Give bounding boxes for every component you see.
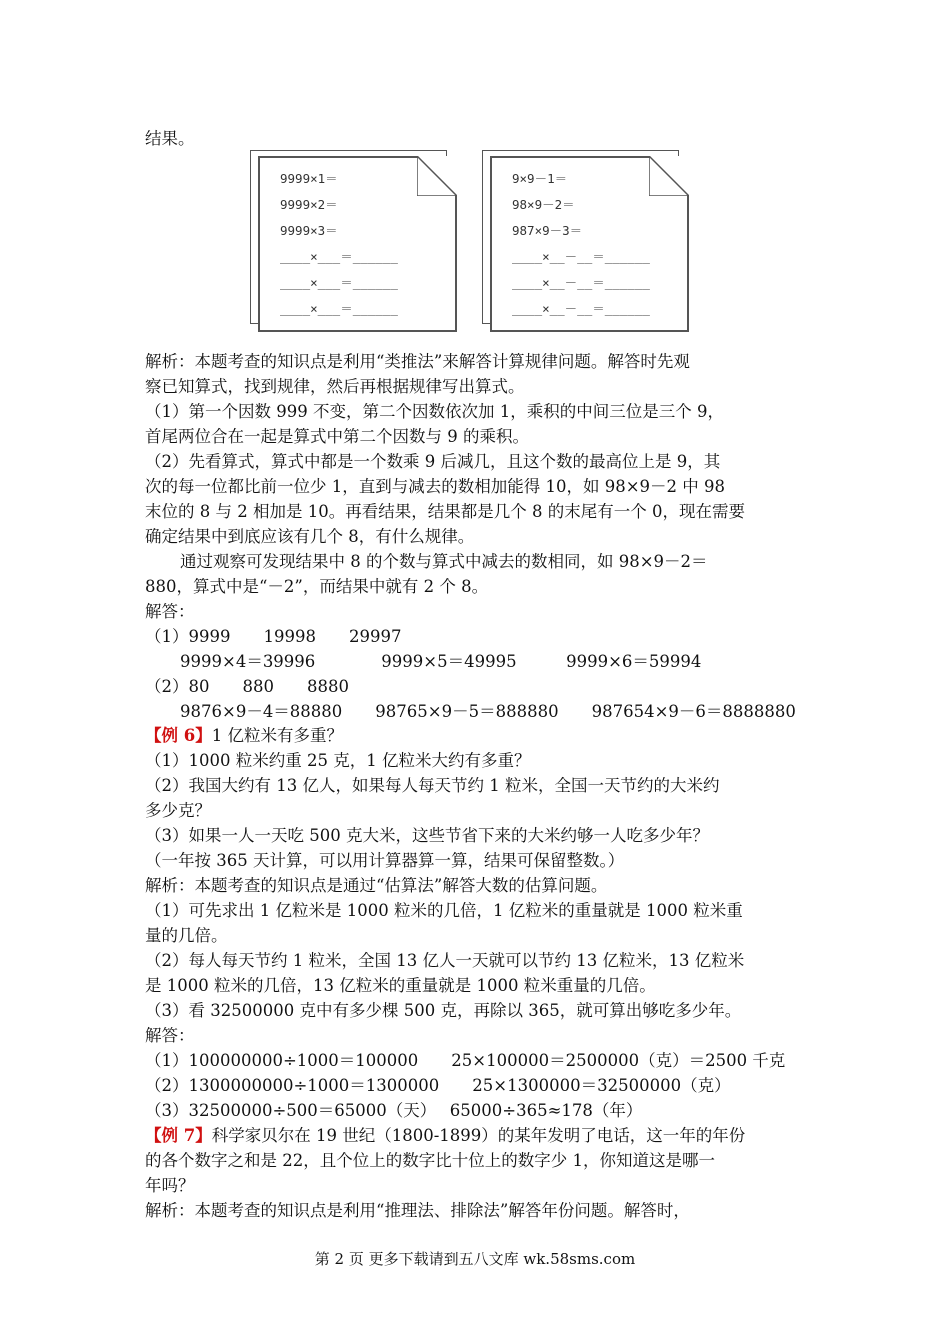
sheet2-line: ____×__－__＝______ xyxy=(512,249,650,264)
text-line: （1）100000000÷1000＝100000 25×100000＝2500000（克）＝2500 千克 xyxy=(145,1051,786,1070)
sheet1-line: 9999×1＝ xyxy=(280,171,338,186)
text-line: 确定结果中到底应该有几个 8，有什么规律。 xyxy=(145,527,475,546)
text-line: （1）9999 19998 29997 xyxy=(145,627,402,646)
text-line: 次的每一位都比前一位少 1，直到与减去的数相加能得 10，如 98×9－2 中 98 xyxy=(145,477,726,496)
example-6-question: 1 亿粒米有多重？ xyxy=(211,726,343,745)
text-line: （3）如果一人一天吃 500 克大米，这些节省下来的大米约够一人吃多少年？ xyxy=(145,826,709,845)
sheet2-line: ____×__－__＝______ xyxy=(512,275,650,290)
text-line: （2）先看算式，算式中都是一个数乘 9 后减几，且这个数的最高位上是 9，其 xyxy=(145,452,721,471)
sheet2-line: 98×9－2＝ xyxy=(512,197,575,212)
text-line: （2）每人每天节约 1 粒米，全国 13 亿人一天就可以节约 13 亿粒米，13 亿粒米 xyxy=(145,951,745,970)
sheet2-line: ____×__－__＝______ xyxy=(512,301,650,316)
text-line: 9999×4＝39996 9999×5＝49995 9999×6＝59994 xyxy=(180,652,702,671)
page-footer: 第 2 页 更多下载请到五八文库 wk.58sms.com xyxy=(314,1250,636,1268)
text-line: 9876×9－4＝88880 98765×9－5＝888880 987654×9－6＝8888880 xyxy=(180,702,796,721)
text-line: 首尾两位合在一起是算式中第二个因数与 9 的乘积。 xyxy=(145,427,529,446)
example-6-tag: 【例 6】 xyxy=(145,726,212,745)
intro-text: 结果。 xyxy=(145,129,195,148)
text-line: （1）可先求出 1 亿粒米是 1000 粒米的几倍，1 亿粒米的重量就是 1000 粒米重 xyxy=(145,901,743,920)
text-line: 末位的 8 与 2 相加是 10。再看结果，结果都是几个 8 的末尾有一个 0，现在需要 xyxy=(145,502,745,521)
text-line: （3）32500000÷500＝65000（天） 65000÷365≈178（年） xyxy=(145,1101,643,1120)
sheet1-line: ____×___＝______ xyxy=(280,275,398,290)
sheet1-line: 9999×2＝ xyxy=(280,197,338,212)
text-line: （2）1300000000÷1000＝1300000 25×1300000＝32500000（克） xyxy=(145,1076,731,1095)
sheet1-line: 9999×3＝ xyxy=(280,223,338,238)
example-7-question: 科学家贝尔在 19 世纪（1800-1899）的某年发明了电话，这一年的年份 xyxy=(211,1126,746,1145)
worksheet-figure-2 xyxy=(482,150,687,330)
sheet1-line: ____×___＝______ xyxy=(280,249,398,264)
text-line: 多少克？ xyxy=(145,801,211,820)
text-line: 解析：本题考查的知识点是通过“估算法”解答大数的估算问题。 xyxy=(145,876,608,895)
text-line: 的各个数字之和是 22，且个位上的数字比十位上的数字少 1，你知道这是哪一 xyxy=(145,1151,715,1170)
text-line: 是 1000 粒米的几倍，13 亿粒米的重量就是 1000 粒米重量的几倍。 xyxy=(145,976,656,995)
sheet2-line: 9×9－1＝ xyxy=(512,171,568,186)
text-line: 年吗？ xyxy=(145,1176,195,1195)
text-line: 解析：本题考查的知识点是利用“推理法、排除法”解答年份问题。解答时， xyxy=(145,1201,690,1220)
text-line: 解答： xyxy=(145,602,195,621)
worksheet-figure-1 xyxy=(250,150,455,330)
text-line: （2）80 880 8880 xyxy=(145,677,349,696)
text-line: （一年按 365 天计算，可以用计算器算一算，结果可保留整数。） xyxy=(145,851,625,870)
text-line: 通过观察可发现结果中 8 的个数与算式中减去的数相同，如 98×9－2＝ xyxy=(180,552,708,571)
text-line: （3）看 32500000 克中有多少棵 500 克，再除以 365，就可算出够吃多少年。 xyxy=(145,1001,742,1020)
text-line: 解析：本题考查的知识点是利用“类推法”来解答计算规律问题。解答时先观 xyxy=(145,352,690,371)
sheet2-line: 987×9－3＝ xyxy=(512,223,583,238)
text-line: 880，算式中是“－2”，而结果中就有 2 个 8。 xyxy=(145,577,489,596)
text-line: （1）1000 粒米约重 25 克，1 亿粒米大约有多重？ xyxy=(145,751,531,770)
sheet1-line: ____×___＝______ xyxy=(280,301,398,316)
text-line: 量的几倍。 xyxy=(145,926,228,945)
example-6-title xyxy=(145,724,343,748)
text-line: （2）我国大约有 13 亿人，如果每人每天节约 1 粒米，全国一天节约的大米约 xyxy=(145,776,720,795)
text-line: （1）第一个因数 999 不变，第二个因数依次加 1，乘积的中间三位是三个 9， xyxy=(145,402,724,421)
example-7-tag: 【例 7】 xyxy=(145,1126,212,1145)
text-line: 解答： xyxy=(145,1026,195,1045)
example-7-title xyxy=(145,1124,745,1148)
text-line: 察已知算式，找到规律，然后再根据规律写出算式。 xyxy=(145,377,525,396)
